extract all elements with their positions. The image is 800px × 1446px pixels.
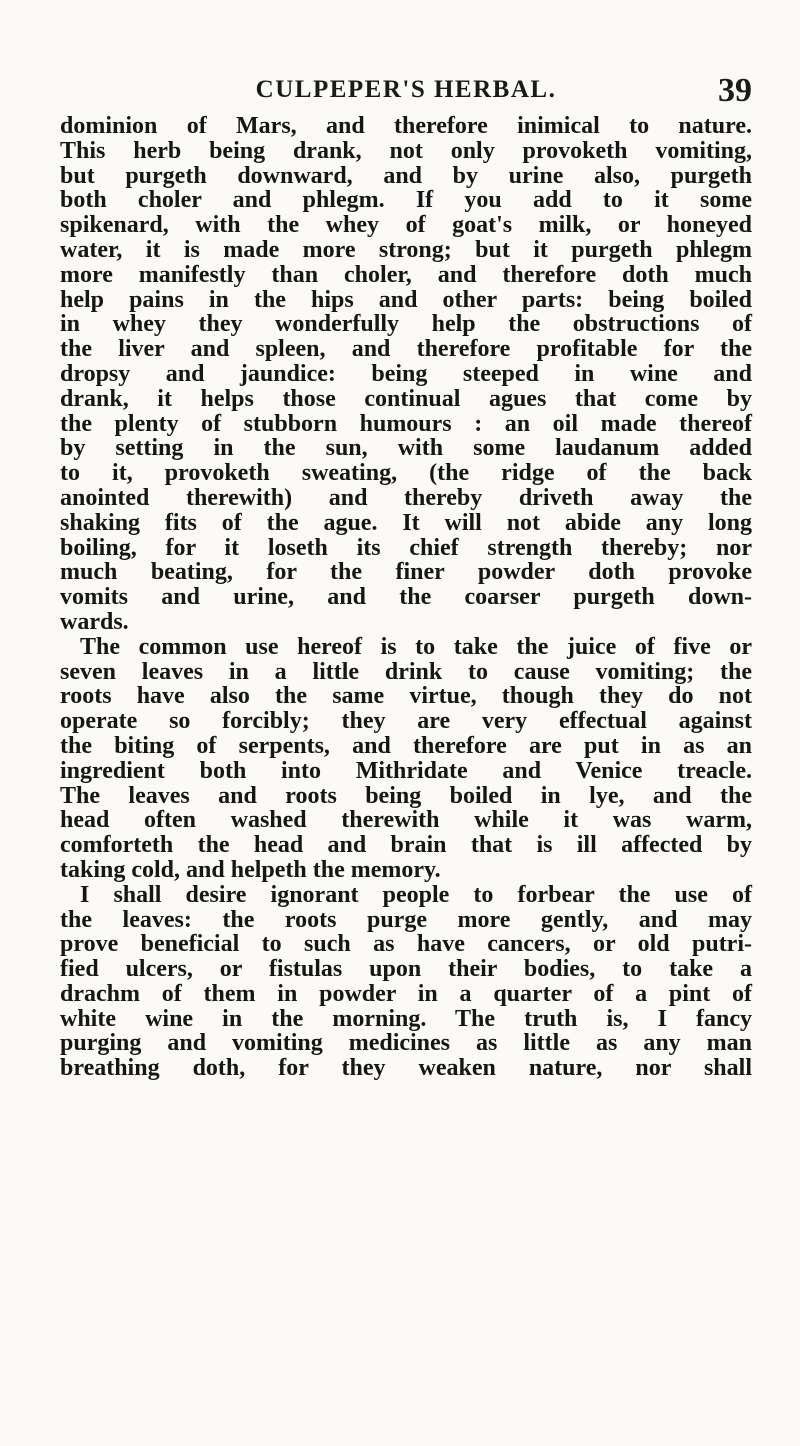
text-line: the liver and spleen, and therefore profitable for the	[60, 336, 752, 363]
text-line: by setting in the sun, with some laudanum added	[60, 435, 752, 462]
text-line: the biting of serpents, and therefore are put in as an	[60, 732, 752, 759]
body-text	[60, 114, 752, 1081]
text-line: seven leaves in a little drink to cause vomiting; the	[60, 658, 752, 685]
text-line: vomits and urine, and the coarser purgeth down-	[60, 584, 752, 611]
text-line: shaking fits of the ague. It will not abide any long	[60, 509, 752, 536]
text-line: but purgeth downward, and by urine also, purgeth	[60, 162, 752, 189]
text-line: fied ulcers, or fistulas upon their bodies, to take a	[60, 956, 752, 983]
text-line: dropsy and jaundice: being steeped in wine and	[60, 360, 752, 387]
text-line: The leaves and roots being boiled in lye, and the	[60, 782, 752, 809]
text-line: taking cold, and helpeth the memory.	[60, 856, 441, 883]
text-line: This herb being drank, not only provoketh vomiting,	[60, 137, 752, 164]
text-line: help pains in the hips and other parts: being boiled	[60, 286, 752, 313]
text-line: I shall desire ignorant people to forbear the use of	[80, 881, 752, 908]
text-line: comforteth the head and brain that is ill affected by	[60, 832, 752, 859]
text-line: operate so forcibly; they are very effectual against	[60, 708, 752, 735]
running-title: CULPEPER'S HERBAL.	[255, 76, 557, 103]
text-line: head often washed therewith while it was warm,	[60, 807, 752, 834]
page-number: 39	[718, 72, 752, 109]
text-line: roots have also the same virtue, though they do not	[60, 683, 752, 710]
text-line: prove beneficial to such as have cancers, or old putri-	[60, 931, 752, 958]
text-line: The common use hereof is to take the juice of five or	[80, 633, 752, 660]
text-line: white wine in the morning. The truth is, I fancy	[60, 1005, 752, 1032]
text-line: more manifestly than choler, and therefore doth much	[60, 261, 752, 288]
text-line: both choler and phlegm. If you add to it some	[60, 187, 752, 214]
text-line: water, it is made more strong; but it purgeth phlegm	[60, 236, 752, 263]
text-line: in whey they wonderfully help the obstructions of	[60, 311, 752, 338]
text-line: wards.	[60, 608, 129, 635]
text-line: much beating, for the finer powder doth provoke	[60, 559, 752, 586]
text-line: spikenard, with the whey of goat's milk, or honeyed	[60, 212, 752, 239]
text-line: to it, provoketh sweating, (the ridge of the back	[60, 460, 752, 487]
text-line: purging and vomiting medicines as little as any man	[60, 1030, 752, 1057]
text-line: dominion of Mars, and therefore inimical to nature.	[60, 113, 752, 139]
text-line: ingredient both into Mithridate and Venice treacle.	[60, 757, 752, 784]
text-line: drachm of them in powder in a quarter of a pint of	[60, 980, 752, 1007]
text-line: anointed therewith) and thereby driveth away the	[60, 484, 752, 511]
text-line: drank, it helps those continual agues that come by	[60, 385, 752, 412]
page-header	[60, 72, 752, 112]
text-line: the leaves: the roots purge more gently, and may	[60, 906, 752, 933]
text-line: the plenty of stubborn humours : an oil made thereof	[60, 410, 752, 437]
text-line: boiling, for it loseth its chief strength thereby; nor	[60, 534, 752, 561]
text-line: breathing doth, for they weaken nature, nor shall	[60, 1055, 752, 1082]
